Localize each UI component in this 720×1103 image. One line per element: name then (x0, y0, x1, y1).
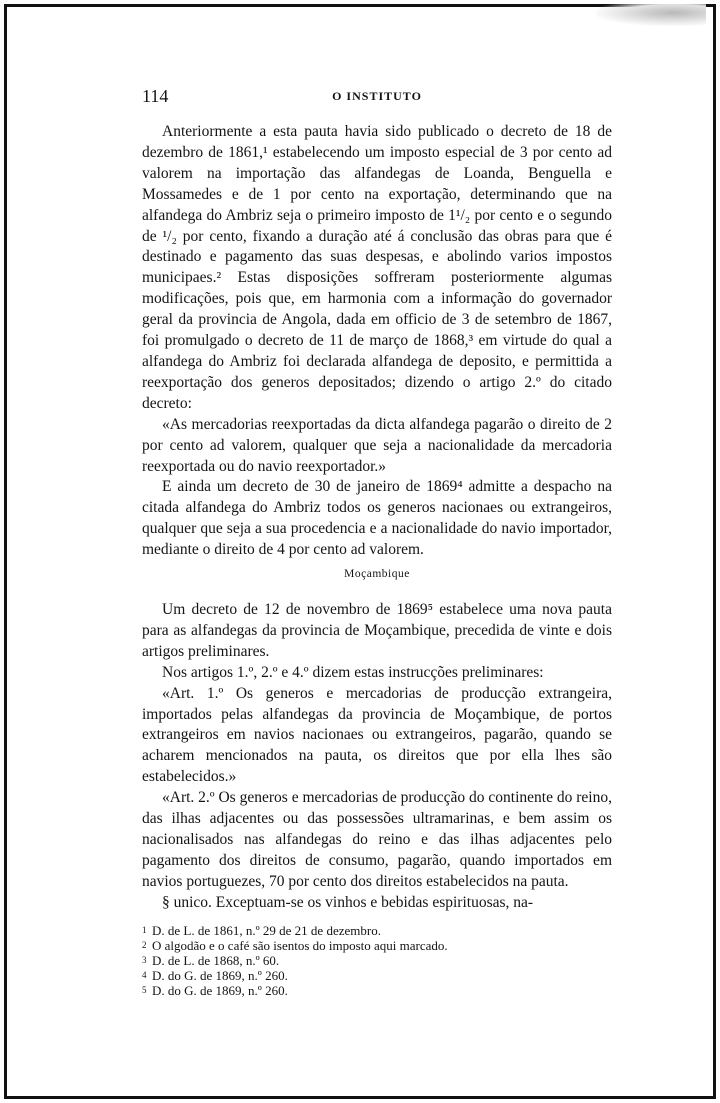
running-title: O INSTITUTO (332, 89, 422, 103)
running-head (142, 86, 612, 108)
scan-smudge (596, 4, 706, 26)
footnote: 2 O algodão e o café são isentos do imposto aqui marcado. (142, 937, 448, 953)
footnote: 1 D. de L. de 1861, n.º 29 de 21 de dezembro. (142, 922, 381, 938)
page-number: 114 (142, 86, 169, 106)
quote-paragraph: «Art. 1.º Os generos e mercadorias de producção extrangeira, importados pelas alfandegas da provincia de Moçambique, de portos extrangeiros em navios nacionaes ou extrangeiros, pagarão, quando se acharem mencionados na pauta, os direitos que por ella lhes são estabelecidos.» (142, 684, 612, 786)
paragraph: Anteriormente a esta pauta havia sido publicado o decreto de 18 de dezembro de 1861,¹ estabelecendo um imposto especial de 3 por cento ad valorem na importação das alfandegas de Loanda, Benguella e Mossamedes e de 1 por cento na exportação, determinando que na alfandega do Ambriz seja o primeiro imposto de 1¹/₂ por cento e o segundo de ¹/₂ por cento, fixando a duração até á conclusão das obras para que é destinado e pagamento das suas despesas, e abolindo varios impostos municipaes.² Estas disposições soffreram posteriormente algumas modificações, pois que, em harmonia com a informação do governador geral da provincia de Angola, dada em officio de 3 de setembro de 1867, foi promulgado o decreto de 11 de março de 1868,³ em virtude do qual a alfandega do Ambriz foi declarada alfandega de deposito, e permittida a reexportação dos generos depositados; dizendo o artigo 2.º do citado decreto: (142, 123, 612, 412)
paragraph: § unico. Exceptuam-se os vinhos e bebidas espirituosas, na- (162, 893, 534, 911)
footnote: 3 D. de L. de 1868, n.º 60. (142, 953, 280, 969)
quote-paragraph: «Art. 2.º Os generos e mercadorias de producção do continente do reino, das ilhas adjacentes ou das possessões ultramarinas, e bem assim os nacionalisados nas alfandegas do reino e das ilhas adjacentes pelo pagamento dos direitos de consumo, pagarão, quando importados em navios portuguezes, 70 por cento dos direitos estabelecidos na pauta. (142, 789, 612, 890)
footnote: 4 D. do G. de 1869, n.º 260. (142, 968, 288, 984)
section-heading: Moçambique (344, 568, 410, 581)
paragraph: Nos artigos 1.º, 2.º e 4.º dizem estas instrucções preliminares: (162, 663, 544, 681)
paragraph: Um decreto de 12 de novembro de 1869⁵ estabelece uma nova pauta para as alfandegas da provincia de Moçambique, precedida de vinte e dois artigos preliminares. (142, 601, 612, 660)
footnotes (142, 923, 612, 999)
book-page (142, 86, 612, 999)
footnote: 5 D. do G. de 1869, n.º 260. (142, 983, 288, 999)
paragraph: E ainda um decreto de 30 de janeiro de 1869⁴ admitte a despacho na citada alfandega do Ambriz todos os generos nacionaes ou extrangeiros, qualquer que seja a sua procedencia e a nacionalidade do navio importador, mediante o direito de 4 por cento ad valorem. (142, 478, 612, 559)
quote-paragraph: «As mercadorias reexportadas da dicta alfandega pagarão o direito de 2 por cento ad valorem, qualquer que seja a nacionalidade da mercadoria reexportada ou do navio reexportador.» (142, 415, 612, 475)
